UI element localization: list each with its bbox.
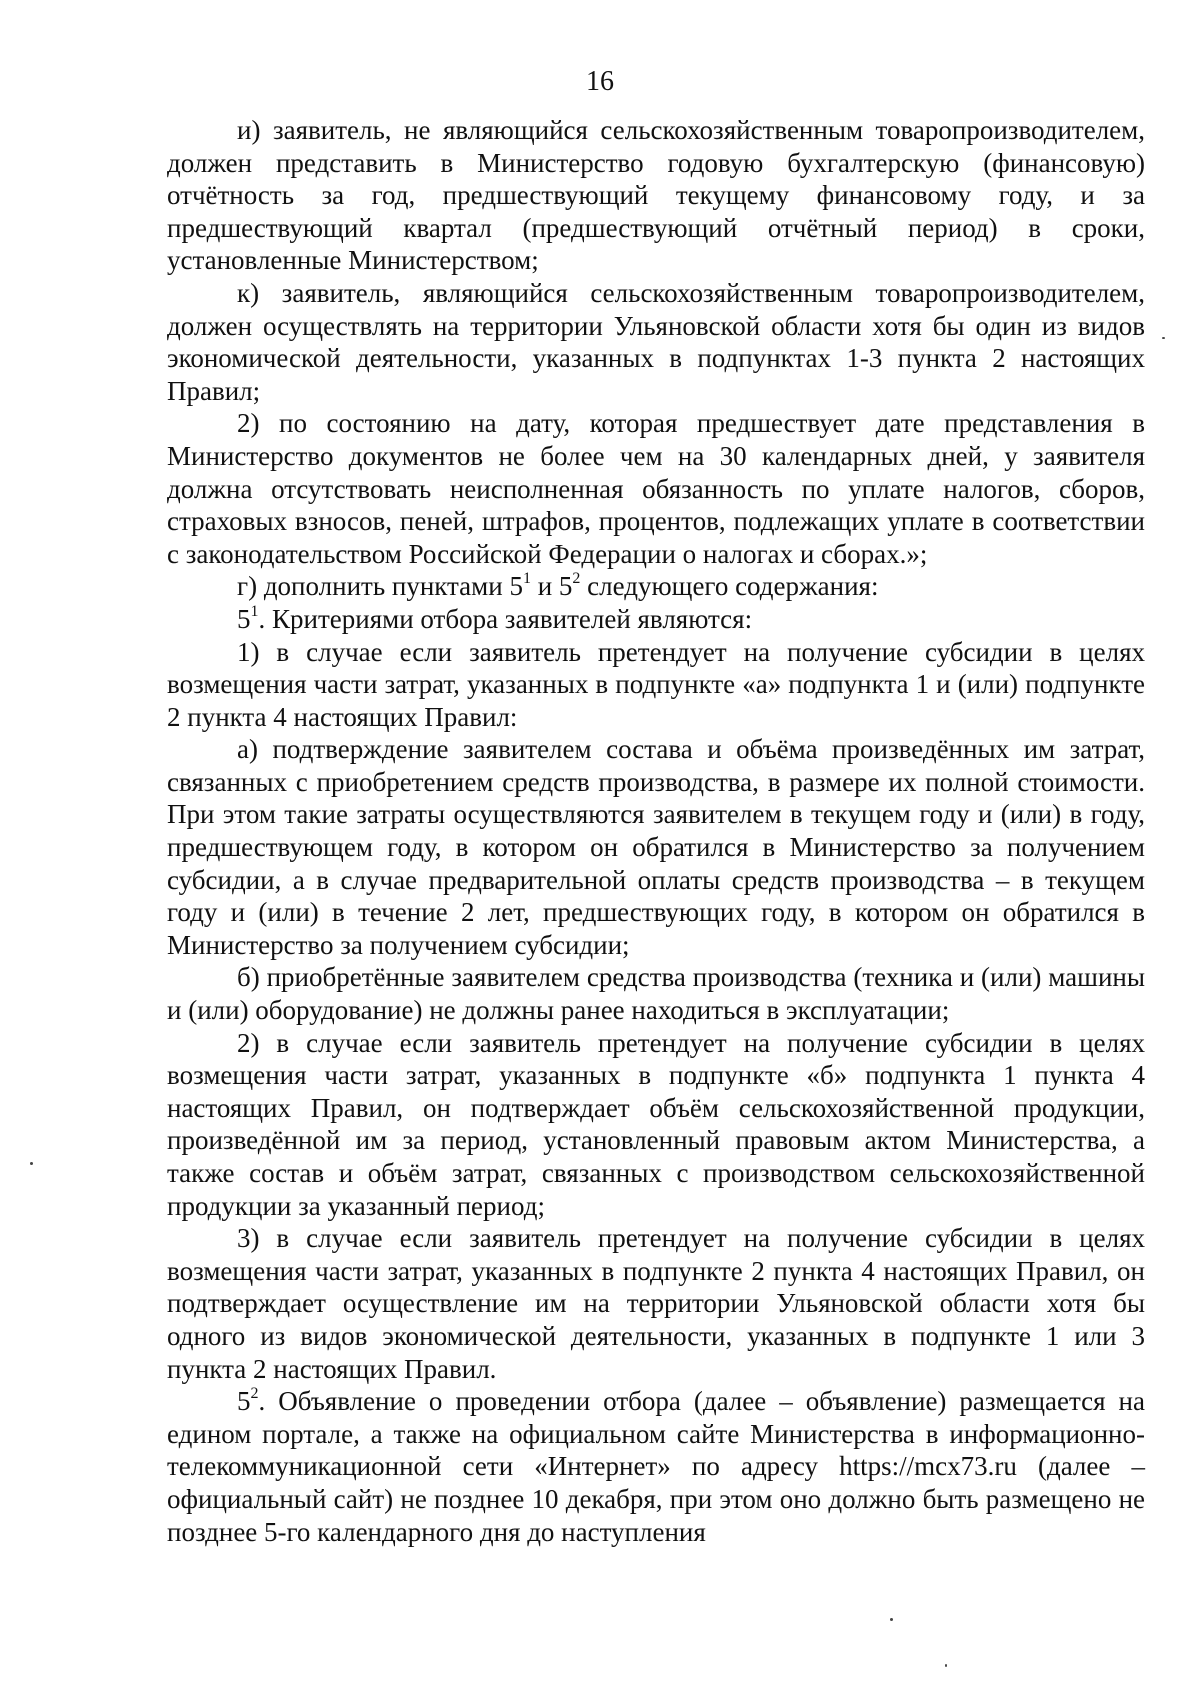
page-number: 16 [586, 66, 614, 97]
scan-speck [1162, 337, 1165, 339]
scan-speck [890, 1618, 893, 1621]
paragraph-item-i: и) заявитель, не являющийся сельскохозяйственным товаропроизводителем, должен представить в Министерство годовую бухгалтерскую (финансовую) отчётность за год, предшествующий текущему финансовому году, и за предшествующий квартал (предшествующий отчётный период) в сроки, установленные Министерством; [167, 115, 1145, 276]
paragraph-text: г) дополнить пунктами 5 [237, 571, 523, 602]
paragraph-criteria-1: 1) в случае если заявитель претендует на получение субсидии в целях возмещения части затрат, указанных в подпункте «а» подпункта 1 и (или) подпункте 2 пункта 4 настоящих Правил: [167, 636, 1145, 732]
scan-speck [945, 1664, 947, 1667]
paragraph-item-g [167, 570, 1145, 603]
paragraph-text: и 5 [530, 571, 573, 602]
superscript: 1 [522, 570, 531, 588]
superscript: 2 [250, 1385, 259, 1403]
paragraph-5-1-heading [167, 603, 1145, 636]
paragraph-text: . Объявление о проведении отбора (далее – объявление) размещается на едином портале, а также на официальном сайте Министерства в информационно-телекоммуникационной сети «Интернет» по адресу https://mcx73.ru (далее – официальный сайт) не позднее 10 декабря, при этом оно должно быть размещено не позднее 5-го календарного дня до наступления [167, 1386, 1145, 1547]
paragraph-criteria-3: 3) в случае если заявитель претендует на получение субсидии в целях возмещения части затрат, указанных в подпункте 2 пункта 4 настоящих Правил, он подтверждает осуществление им на территории Ульяновской области хотя бы одного из видов экономической деятельности, указанных в подпункте 1 или 3 пункта 2 настоящих Правил. [167, 1223, 1145, 1384]
superscript: 2 [572, 570, 581, 588]
paragraph-text: . Критериями отбора заявителей являются: [258, 603, 753, 634]
paragraph-item-k: к) заявитель, являющийся сельскохозяйственным товаропроизводителем, должен осуществлять на территории Ульяновской области хотя бы один из видов экономической деятельности, указанных в подпунктах 1-3 пункта 2 настоящих Правил; [167, 277, 1145, 406]
paragraph-criteria-2: 2) в случае если заявитель претендует на получение субсидии в целях возмещения части затрат, указанных в подпункте «б» подпункта 1 пункта 4 настоящих Правил, он подтверждает объём сельскохозяйственной продукции, произведённой им за период, установленный правовым актом Министерства, а также состав и объём затрат, связанных с производством сельскохозяйственной продукции за указанный период; [167, 1027, 1145, 1221]
paragraph-criteria-1b: б) приобретённые заявителем средства производства (техника и (или) машины и (или) оборудование) не должны ранее находиться в эксплуатации; [167, 962, 1145, 1026]
paragraph-text: 5 [237, 603, 251, 634]
paragraph-5-2 [167, 1385, 1145, 1548]
superscript: 1 [250, 602, 259, 620]
scan-speck [30, 1162, 33, 1165]
paragraph-item-2: 2) по состоянию на дату, которая предшествует дате представления в Министерство документов не более чем на 30 календарных дней, у заявителя должна отсутствовать неисполненная обязанность по уплате налогов, сборов, страховых взносов, пеней, штрафов, процентов, подлежащих уплате в соответствии с законодательством Российской Федерации о налогах и сборах.»; [167, 408, 1145, 569]
paragraph-text: следующего содержания: [580, 571, 879, 602]
paragraph-criteria-1a: а) подтверждение заявителем состава и объёма произведённых им затрат, связанных с приобретением средств производства, в размере их полной стоимости. При этом такие затраты осуществляются заявителем в текущем году и (или) в году, предшествующем году, в котором он обратился в Министерство за получением субсидии, а в случае предварительной оплаты средств производства – в текущем году и (или) в течение 2 лет, предшествующих году, в котором он обратился в Министерство за получением субсидии; [167, 734, 1145, 960]
paragraph-text: 5 [237, 1386, 251, 1417]
document-body [167, 114, 1145, 1548]
